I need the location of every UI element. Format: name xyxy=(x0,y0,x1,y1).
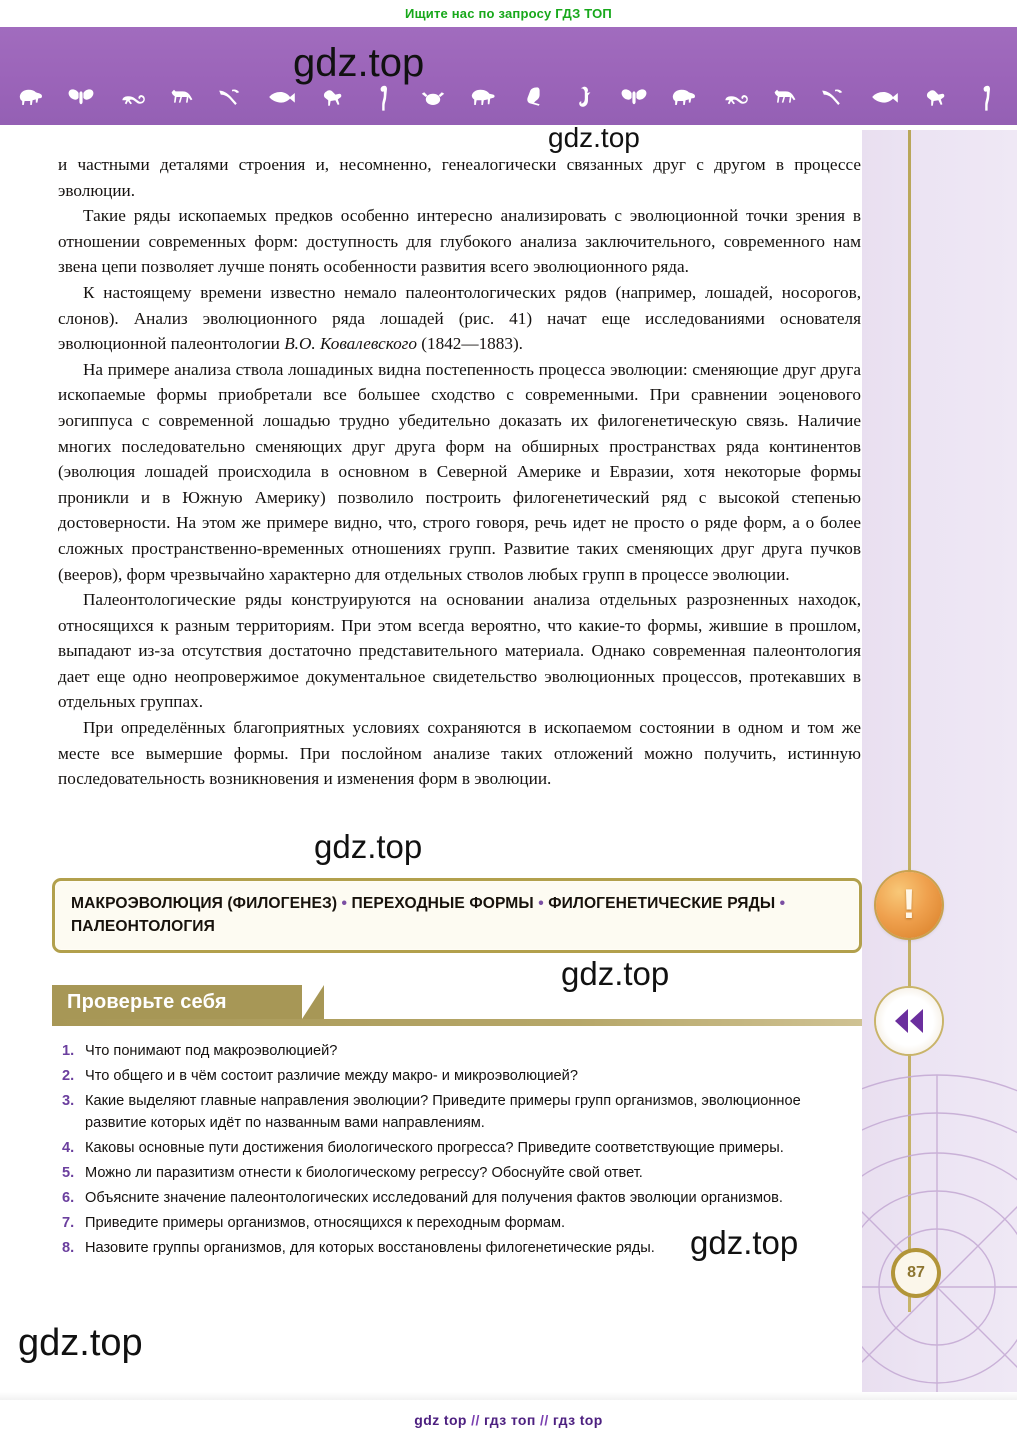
list-item: Объясните значение палеонтологических исследований для получения фактов эволюции организмов. xyxy=(85,1190,783,1206)
paragraph-2: Такие ряды ископаемых предков особенно интересно анализировать с эволюционной точки зрения в отношении современных форм: доступность для глубокого анализа заключительного, современного нам звена цепи позволяет лучше понять особенности развития всего эволюционного ряда. xyxy=(58,206,861,277)
frog-icon xyxy=(316,81,350,113)
seahorse-icon xyxy=(567,81,601,113)
paragraph-6: При определённых благоприятных условиях сохраняются в ископаемом состоянии в одном и том же месте все вымершие формы. При послойном анализе таких отложений можно получить, истинную последовательность возникновения и изменения форм в эволюции. xyxy=(58,718,861,789)
footer-separator: // xyxy=(540,1412,549,1428)
fish-icon xyxy=(265,81,299,113)
paragraph-3-lead: К настоящему времени известно немало палеонтологических рядов (например, лошадей, носорогов, слонов). Анализ эволюционного ряда лошадей (рис. 41) начат еще исследованиями основателя эволюционной палеонтологии xyxy=(58,282,861,354)
decorative-right-rail xyxy=(862,130,1017,1392)
main-text-column xyxy=(58,152,861,792)
promo-strip xyxy=(0,0,1017,27)
list-item: Какие выделяют главные направления эволюции? Приведите примеры групп организмов, эволюционное развитие которых идёт по названным вами направлениям. xyxy=(85,1093,801,1131)
fish-icon xyxy=(868,81,902,113)
butterfly-icon xyxy=(617,81,651,113)
attention-marker-icon[interactable] xyxy=(876,872,942,938)
self-check-title: Проверьте себя xyxy=(67,990,227,1013)
paragraph-5: Палеонтологические ряды конструируются на основании анализа отдельных разрозненных находок, относящихся к разным территориям. При этом всегда вероятно, что какие-то формы, жившие в прошлом, выпадают из-за отсутствия достаточно представительного материала. Однако современная палеонтология дает еще одно неопровержимое документальное свидетельство эволюционных процессов, протекавших в отдельных группах. xyxy=(58,590,861,712)
watermark-subheader: gdz.top xyxy=(548,122,640,153)
review-marker-icon[interactable] xyxy=(876,988,942,1054)
key-terms-text xyxy=(71,892,843,938)
key-term-3: ФИЛОГЕНЕТИЧЕСКИЕ РЯДЫ xyxy=(548,895,776,912)
frog-icon xyxy=(919,81,953,113)
key-term-4: ПАЛЕОНТОЛОГИЯ xyxy=(71,918,215,935)
decorative-page-header xyxy=(0,27,1017,125)
list-item: Каковы основные пути достижения биологического прогресса? Приведите соответствующие примеры. xyxy=(85,1140,784,1156)
paragraph-3-tail: (1842—1883). xyxy=(416,334,523,354)
bird-icon xyxy=(215,81,249,113)
crab-icon xyxy=(416,81,450,113)
watermark-header: gdz.top xyxy=(293,41,425,85)
bird-icon xyxy=(818,81,852,113)
paragraph-4: На примере анализа ствола лошадиных видна постепенность процесса эволюции: сменяющие друг друга ископаемые формы приобретали все большее сходство с современными. При сравнении эоценового эогиппуса с современной лошадью трудно убедительно доказать их филогенетическую связь. Наличие многих последовательно сменяющих друг друга форм на обширных пространствах ряда континентов (эволюция лошадей происходила в основном в Северной Америке и Евразии, хотя некоторые формы проникли и в Южную Америку) позволило построить филогенетический ряд с высокой степенью достоверности. На этом же примере видно, что, строго говоря, речь идет не просто о ряде форм, а о более сложных пространственно-временных отношениях групп. Развитие таких сменяющих друг друга пучков (вееров), форм чрезвычайно характерно для отдельных стволов любых групп в процессе эволюции. xyxy=(58,359,861,584)
watermark-bottom: gdz.top xyxy=(18,1322,143,1364)
footer-separator: // xyxy=(471,1412,480,1428)
paragraph-3 xyxy=(58,280,861,357)
watermark-middle: gdz.top xyxy=(314,828,423,865)
list-item: Что общего и в чём состоит различие между макро- и микроэволюцией? xyxy=(85,1068,578,1084)
exclamation-icon: ! xyxy=(902,880,916,927)
watermark-selfcheck: gdz.top xyxy=(561,955,670,992)
footer-text xyxy=(414,1412,602,1428)
horse-icon xyxy=(768,81,802,113)
page-bottom-edge xyxy=(0,1392,1017,1400)
term-separator: • xyxy=(538,895,544,912)
key-terms-box xyxy=(52,878,862,953)
question-list xyxy=(52,1040,862,1259)
footer-part-1: gdz top xyxy=(414,1412,467,1428)
key-term-2: ПЕРЕХОДНЫЕ ФОРМЫ xyxy=(351,895,534,912)
animal-silhouette-strip xyxy=(14,77,1003,113)
footer-part-2: гдз топ xyxy=(484,1412,536,1428)
key-term-1: МАКРОЭВОЛЮЦИЯ (ФИЛОГЕНЕЗ) xyxy=(71,895,338,912)
bison-icon xyxy=(667,81,701,113)
horse-icon xyxy=(165,81,199,113)
giraffe-icon xyxy=(366,81,400,113)
kovalevsky-name: В.О. Ковалевского xyxy=(284,334,417,354)
list-item: Приведите примеры организмов, относящихся к переходным формам. xyxy=(85,1215,566,1231)
kangaroo-icon xyxy=(517,81,551,113)
page-footer xyxy=(0,1400,1017,1440)
promo-text: Ищите нас по запросу ГДЗ ТОП xyxy=(405,6,612,21)
butterfly-icon xyxy=(64,81,98,113)
self-check-banner xyxy=(52,985,302,1019)
list-item: Назовите группы организмов, для которых восстановлены филогенетические ряды. xyxy=(85,1240,655,1256)
rail-vertical-line xyxy=(908,130,911,1312)
footer-part-3: гдз top xyxy=(552,1412,603,1428)
watermark-question7: gdz.top xyxy=(690,1224,799,1261)
cow-icon xyxy=(466,81,500,113)
rewind-icon xyxy=(889,1001,929,1041)
term-separator: • xyxy=(341,895,348,912)
list-item: Что понимают под макроэволюцией? xyxy=(85,1043,338,1059)
giraffe-icon xyxy=(969,81,1003,113)
self-check-section xyxy=(52,985,862,1262)
scorpion-icon xyxy=(115,81,149,113)
self-check-rule xyxy=(52,1019,862,1026)
page-number-badge: 87 xyxy=(891,1248,941,1298)
term-separator: • xyxy=(779,895,786,912)
paragraph-1: и частными деталями строения и, несомненно, генеалогически связанных друг с другом в процессе эволюции. xyxy=(58,155,861,200)
scorpion-icon xyxy=(718,81,752,113)
radial-decoration xyxy=(862,1072,1017,1392)
bison-icon xyxy=(14,81,48,113)
list-item: Можно ли паразитизм отнести к биологическому регрессу? Обоснуйте свой ответ. xyxy=(85,1165,643,1181)
